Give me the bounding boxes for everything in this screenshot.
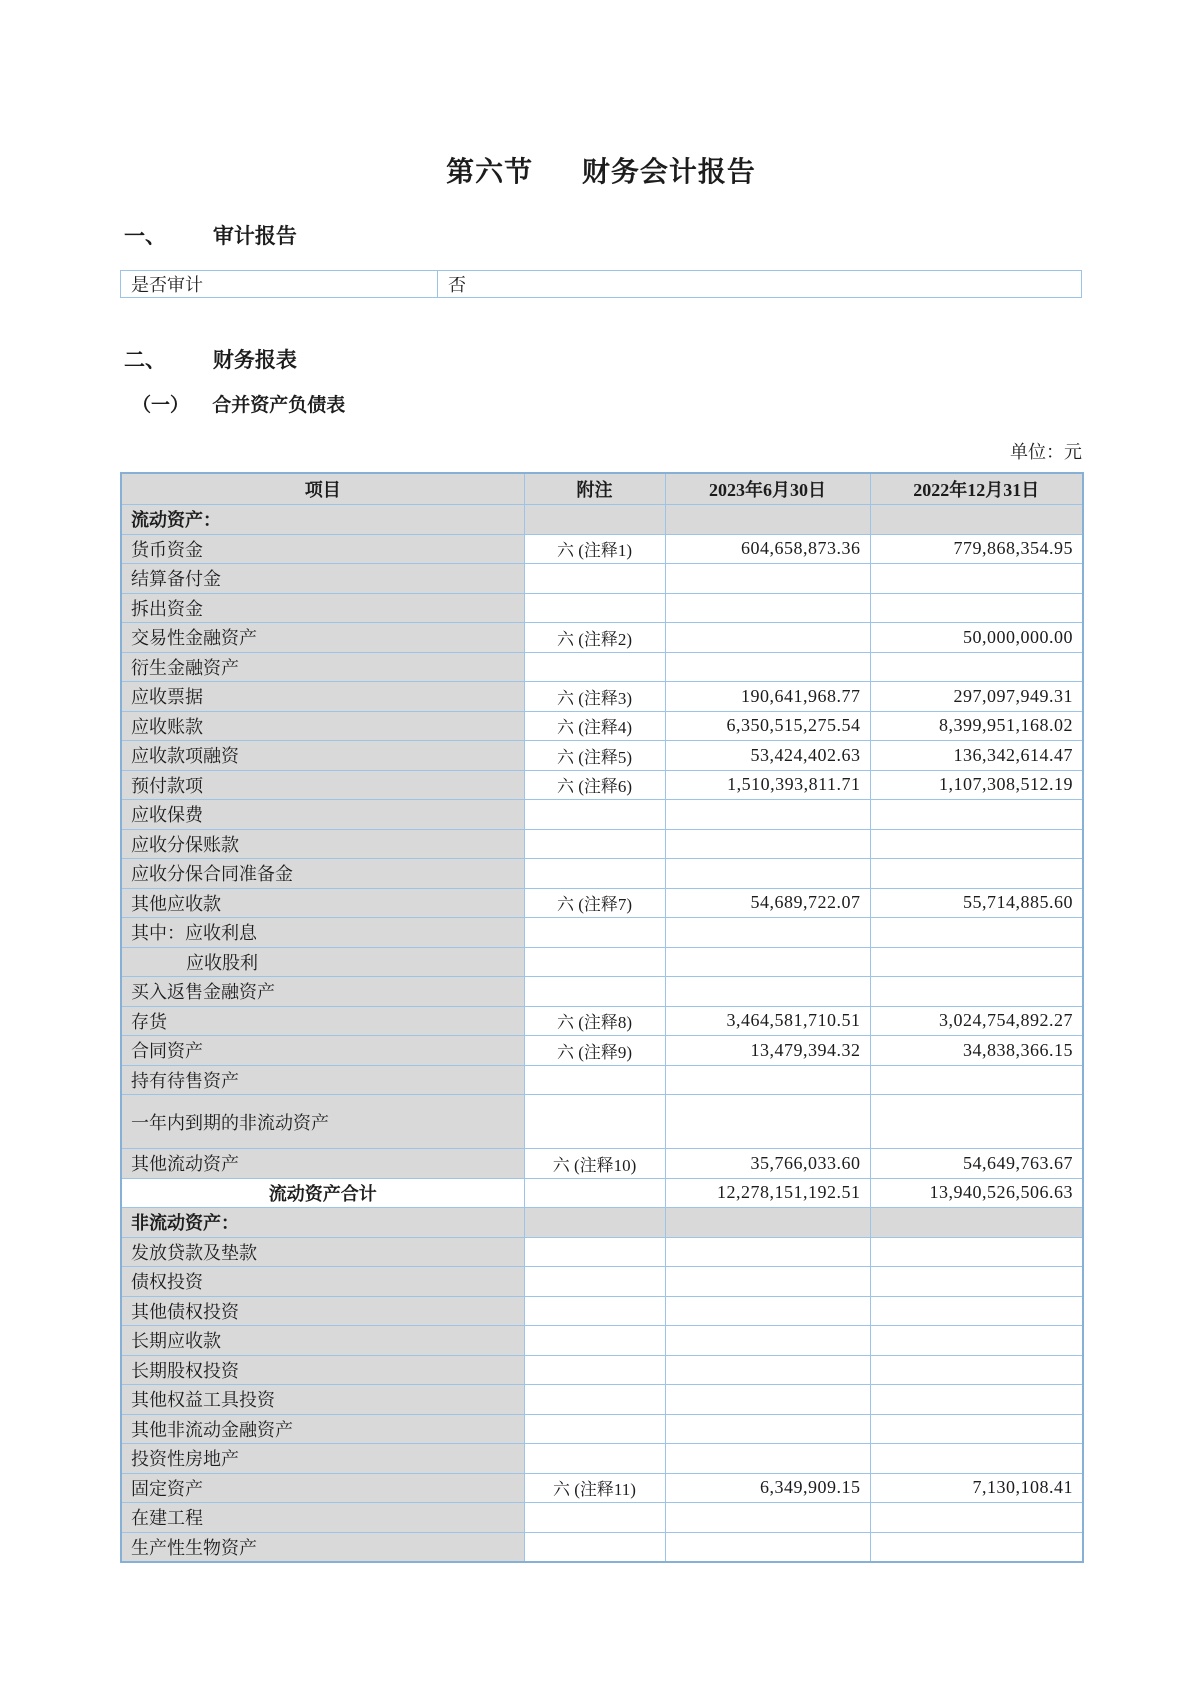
table-row bbox=[121, 593, 1083, 623]
value-2023-cell bbox=[665, 1237, 870, 1267]
heading-number: （一） bbox=[132, 395, 190, 416]
item-label-cell: 应收分保合同准备金 bbox=[121, 859, 524, 889]
value-2023-cell bbox=[665, 505, 870, 535]
value-2022-cell bbox=[870, 947, 1083, 977]
item-label-cell: 应收票据 bbox=[121, 682, 524, 712]
note-cell bbox=[524, 564, 665, 594]
header-cell-item: 项目 bbox=[121, 473, 524, 505]
value-2022-cell: 55,714,885.60 bbox=[870, 888, 1083, 918]
value-2022-cell: 7,130,108.41 bbox=[870, 1473, 1083, 1503]
note-cell bbox=[524, 505, 665, 535]
value-2022-cell bbox=[870, 1296, 1083, 1326]
note-cell bbox=[524, 1296, 665, 1326]
item-label-cell: 应收分保账款 bbox=[121, 829, 524, 859]
value-2022-cell bbox=[870, 1208, 1083, 1238]
note-cell: 六 (注释10) bbox=[524, 1149, 665, 1179]
table-row bbox=[121, 534, 1083, 564]
value-2022-cell: 54,649,763.67 bbox=[870, 1149, 1083, 1179]
table-row bbox=[121, 1473, 1083, 1503]
table-row bbox=[121, 859, 1083, 889]
note-cell bbox=[524, 918, 665, 948]
note-cell bbox=[524, 593, 665, 623]
value-2023-cell bbox=[665, 977, 870, 1007]
value-2023-cell: 190,641,968.77 bbox=[665, 682, 870, 712]
header-cell-date-2022: 2022年12月31日 bbox=[870, 473, 1083, 505]
note-cell: 六 (注释1) bbox=[524, 534, 665, 564]
header-row bbox=[121, 473, 1083, 505]
note-cell: 六 (注释4) bbox=[524, 711, 665, 741]
value-2023-cell bbox=[665, 1065, 870, 1095]
value-2022-cell bbox=[870, 977, 1083, 1007]
value-2022-cell: 50,000,000.00 bbox=[870, 623, 1083, 653]
item-label-cell: 投资性房地产 bbox=[121, 1444, 524, 1474]
value-2023-cell bbox=[665, 1267, 870, 1297]
note-cell bbox=[524, 1503, 665, 1533]
value-2023-cell bbox=[665, 859, 870, 889]
note-cell bbox=[524, 1267, 665, 1297]
table-row bbox=[121, 1036, 1083, 1066]
doc-title-section-number: 第六节 bbox=[446, 156, 534, 187]
value-2023-cell bbox=[665, 1326, 870, 1356]
value-2022-cell: 3,024,754,892.27 bbox=[870, 1006, 1083, 1036]
heading-consolidated-balance-sheet bbox=[132, 390, 345, 417]
section-row bbox=[121, 505, 1083, 535]
note-cell bbox=[524, 652, 665, 682]
note-cell bbox=[524, 859, 665, 889]
value-2023-cell bbox=[665, 1355, 870, 1385]
value-2023-cell bbox=[665, 947, 870, 977]
note-cell bbox=[524, 800, 665, 830]
heading-text: 审计报告 bbox=[212, 225, 297, 248]
item-label-cell: 发放贷款及垫款 bbox=[121, 1237, 524, 1267]
value-2022-cell bbox=[870, 1237, 1083, 1267]
table-row bbox=[121, 1237, 1083, 1267]
item-label-cell: 非流动资产： bbox=[121, 1208, 524, 1238]
item-label-cell: 应收保费 bbox=[121, 800, 524, 830]
value-2023-cell: 3,464,581,710.51 bbox=[665, 1006, 870, 1036]
note-cell bbox=[524, 1444, 665, 1474]
value-2023-cell bbox=[665, 593, 870, 623]
header-cell-date-2023: 2023年6月30日 bbox=[665, 473, 870, 505]
value-2023-cell bbox=[665, 652, 870, 682]
note-cell bbox=[524, 1355, 665, 1385]
audit-table bbox=[120, 270, 1082, 298]
value-2022-cell: 1,107,308,512.19 bbox=[870, 770, 1083, 800]
table-row bbox=[121, 1385, 1083, 1415]
value-2022-cell: 13,940,526,506.63 bbox=[870, 1178, 1083, 1208]
value-2022-cell bbox=[870, 593, 1083, 623]
item-label-cell: 存货 bbox=[121, 1006, 524, 1036]
table-row bbox=[121, 1149, 1083, 1179]
heading-text: 合并资产负债表 bbox=[212, 395, 346, 416]
table-row bbox=[121, 1326, 1083, 1356]
value-2023-cell: 1,510,393,811.71 bbox=[665, 770, 870, 800]
table-row bbox=[121, 1095, 1083, 1149]
note-cell bbox=[524, 1414, 665, 1444]
value-2023-cell bbox=[665, 1444, 870, 1474]
item-label-cell: 流动资产合计 bbox=[121, 1178, 524, 1208]
heading-text: 财务报表 bbox=[212, 349, 297, 372]
table-row bbox=[121, 770, 1083, 800]
item-label-cell: 生产性生物资产 bbox=[121, 1532, 524, 1562]
value-2022-cell: 136,342,614.47 bbox=[870, 741, 1083, 771]
table-row bbox=[121, 1267, 1083, 1297]
item-label-cell: 货币资金 bbox=[121, 534, 524, 564]
note-cell: 六 (注释6) bbox=[524, 770, 665, 800]
item-label-cell: 买入返售金融资产 bbox=[121, 977, 524, 1007]
table-row bbox=[121, 652, 1083, 682]
item-label-cell: 其他非流动金融资产 bbox=[121, 1414, 524, 1444]
audit-table-row bbox=[121, 271, 1082, 298]
table-row bbox=[121, 800, 1083, 830]
value-2022-cell bbox=[870, 918, 1083, 948]
balance-sheet-table bbox=[120, 472, 1084, 1563]
note-cell: 六 (注释3) bbox=[524, 682, 665, 712]
table-row bbox=[121, 623, 1083, 653]
value-2023-cell bbox=[665, 1296, 870, 1326]
value-2023-cell bbox=[665, 918, 870, 948]
item-label-cell: 长期应收款 bbox=[121, 1326, 524, 1356]
item-label-cell: 债权投资 bbox=[121, 1267, 524, 1297]
unit-label: 单位：元 bbox=[1010, 442, 1082, 462]
note-cell bbox=[524, 1326, 665, 1356]
value-2023-cell: 54,689,722.07 bbox=[665, 888, 870, 918]
value-2022-cell bbox=[870, 1267, 1083, 1297]
note-cell bbox=[524, 1208, 665, 1238]
note-cell: 六 (注释11) bbox=[524, 1473, 665, 1503]
table-row bbox=[121, 918, 1083, 948]
note-cell: 六 (注释8) bbox=[524, 1006, 665, 1036]
item-label-cell: 其他债权投资 bbox=[121, 1296, 524, 1326]
item-label-cell: 拆出资金 bbox=[121, 593, 524, 623]
value-2022-cell bbox=[870, 1385, 1083, 1415]
table-row bbox=[121, 1532, 1083, 1562]
table-row bbox=[121, 888, 1083, 918]
table-row bbox=[121, 1065, 1083, 1095]
table-row bbox=[121, 977, 1083, 1007]
note-cell bbox=[524, 1532, 665, 1562]
value-2023-cell bbox=[665, 1208, 870, 1238]
value-2023-cell: 53,424,402.63 bbox=[665, 741, 870, 771]
item-label-cell: 持有待售资产 bbox=[121, 1065, 524, 1095]
note-cell bbox=[524, 977, 665, 1007]
table-row bbox=[121, 829, 1083, 859]
heading-financial-statements bbox=[124, 344, 297, 374]
table-row bbox=[121, 1006, 1083, 1036]
value-2022-cell bbox=[870, 1444, 1083, 1474]
value-2023-cell: 6,349,909.15 bbox=[665, 1473, 870, 1503]
item-label-cell: 流动资产： bbox=[121, 505, 524, 535]
value-2023-cell bbox=[665, 829, 870, 859]
header-cell-note: 附注 bbox=[524, 473, 665, 505]
item-label-cell: 固定资产 bbox=[121, 1473, 524, 1503]
value-2023-cell bbox=[665, 1385, 870, 1415]
note-cell: 六 (注释7) bbox=[524, 888, 665, 918]
note-cell: 六 (注释9) bbox=[524, 1036, 665, 1066]
total-row bbox=[121, 1178, 1083, 1208]
value-2022-cell bbox=[870, 652, 1083, 682]
value-2023-cell: 35,766,033.60 bbox=[665, 1149, 870, 1179]
audit-answer-cell: 否 bbox=[438, 271, 1082, 298]
item-label-cell: 结算备付金 bbox=[121, 564, 524, 594]
item-label-cell: 其中：应收利息 bbox=[121, 918, 524, 948]
item-label-cell: 应收账款 bbox=[121, 711, 524, 741]
note-cell: 六 (注释2) bbox=[524, 623, 665, 653]
value-2022-cell bbox=[870, 1414, 1083, 1444]
table-row bbox=[121, 1355, 1083, 1385]
value-2023-cell bbox=[665, 1503, 870, 1533]
table-row bbox=[121, 1296, 1083, 1326]
note-cell bbox=[524, 829, 665, 859]
value-2023-cell bbox=[665, 623, 870, 653]
item-label-cell: 在建工程 bbox=[121, 1503, 524, 1533]
note-cell bbox=[524, 947, 665, 977]
item-label-cell: 合同资产 bbox=[121, 1036, 524, 1066]
heading-audit-report bbox=[124, 220, 297, 250]
value-2022-cell bbox=[870, 859, 1083, 889]
value-2022-cell bbox=[870, 1095, 1083, 1149]
value-2022-cell bbox=[870, 1355, 1083, 1385]
table-row bbox=[121, 1503, 1083, 1533]
heading-number: 二、 bbox=[124, 349, 166, 372]
doc-title bbox=[120, 150, 1082, 190]
heading-number: 一、 bbox=[124, 225, 166, 248]
item-label-cell: 长期股权投资 bbox=[121, 1355, 524, 1385]
item-label-cell: 应收股利 bbox=[121, 947, 524, 977]
value-2022-cell: 8,399,951,168.02 bbox=[870, 711, 1083, 741]
value-2022-cell: 297,097,949.31 bbox=[870, 682, 1083, 712]
item-label-cell: 交易性金融资产 bbox=[121, 623, 524, 653]
value-2023-cell bbox=[665, 1532, 870, 1562]
item-label-cell: 其他应收款 bbox=[121, 888, 524, 918]
note-cell bbox=[524, 1178, 665, 1208]
table-row bbox=[121, 682, 1083, 712]
item-label-cell: 应收款项融资 bbox=[121, 741, 524, 771]
value-2022-cell: 34,838,366.15 bbox=[870, 1036, 1083, 1066]
value-2022-cell bbox=[870, 1503, 1083, 1533]
value-2023-cell bbox=[665, 1414, 870, 1444]
value-2023-cell bbox=[665, 564, 870, 594]
value-2023-cell: 604,658,873.36 bbox=[665, 534, 870, 564]
value-2023-cell: 6,350,515,275.54 bbox=[665, 711, 870, 741]
section-row bbox=[121, 1208, 1083, 1238]
note-cell: 六 (注释5) bbox=[524, 741, 665, 771]
value-2023-cell bbox=[665, 800, 870, 830]
value-2022-cell bbox=[870, 800, 1083, 830]
value-2023-cell bbox=[665, 1095, 870, 1149]
value-2022-cell bbox=[870, 1532, 1083, 1562]
table-row bbox=[121, 1414, 1083, 1444]
table-row bbox=[121, 564, 1083, 594]
table-row bbox=[121, 947, 1083, 977]
item-label-cell: 衍生金融资产 bbox=[121, 652, 524, 682]
value-2022-cell: 779,868,354.95 bbox=[870, 534, 1083, 564]
value-2023-cell: 13,479,394.32 bbox=[665, 1036, 870, 1066]
value-2022-cell bbox=[870, 505, 1083, 535]
table-row bbox=[121, 1444, 1083, 1474]
note-cell bbox=[524, 1385, 665, 1415]
table-row bbox=[121, 711, 1083, 741]
table-row bbox=[121, 741, 1083, 771]
item-label-cell: 其他权益工具投资 bbox=[121, 1385, 524, 1415]
value-2022-cell bbox=[870, 829, 1083, 859]
doc-title-text: 财务会计报告 bbox=[581, 156, 756, 187]
item-label-cell: 预付款项 bbox=[121, 770, 524, 800]
note-cell bbox=[524, 1095, 665, 1149]
note-cell bbox=[524, 1065, 665, 1095]
item-label-cell: 其他流动资产 bbox=[121, 1149, 524, 1179]
value-2022-cell bbox=[870, 564, 1083, 594]
value-2022-cell bbox=[870, 1326, 1083, 1356]
item-label-cell: 一年内到期的非流动资产 bbox=[121, 1095, 524, 1149]
value-2023-cell: 12,278,151,192.51 bbox=[665, 1178, 870, 1208]
value-2022-cell bbox=[870, 1065, 1083, 1095]
note-cell bbox=[524, 1237, 665, 1267]
audit-question-cell: 是否审计 bbox=[121, 271, 438, 298]
